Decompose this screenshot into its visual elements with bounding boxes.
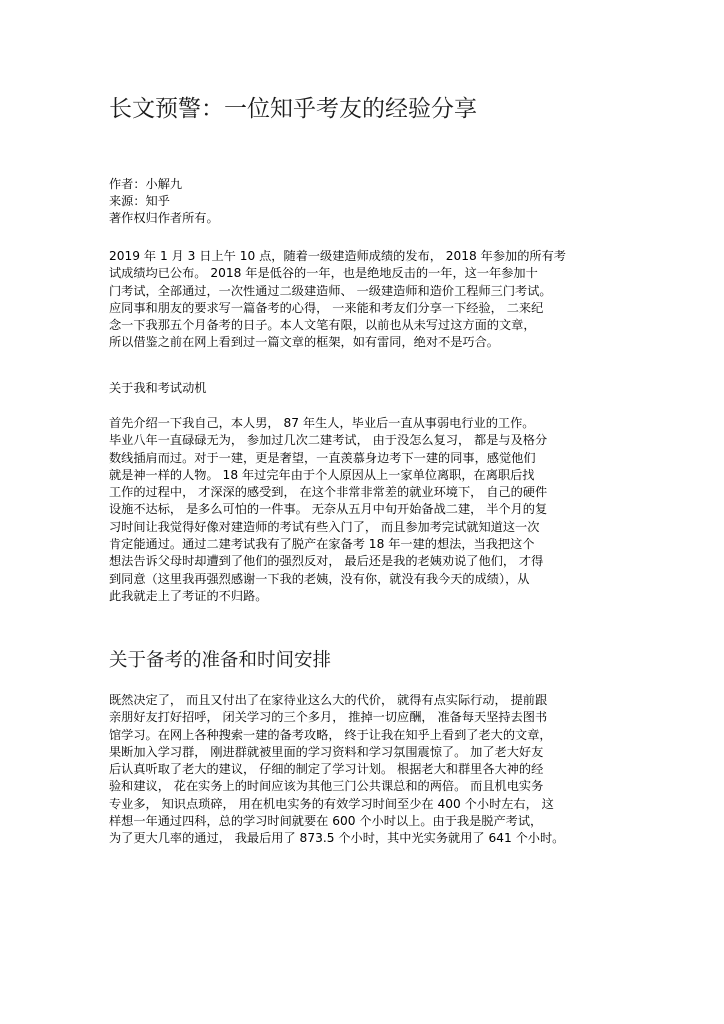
intro-paragraph <box>109 248 619 352</box>
text-line: 所以借鉴之前在网上看到过一篇文章的框架，如有雷同，绝对不是巧合。 <box>109 335 499 350</box>
section-title: 关于备考的准备和时间安排 <box>109 650 332 671</box>
text-line: 首先介绍一下我自己，本人男， 87 年生人，毕业后一直从事弱电行业的工作。 <box>109 416 535 430</box>
text-line: 念一下我那五个月备考的日子。本人文笔有限，以前也从未写过这方面的文章， <box>109 318 536 333</box>
text-line: 后认真听取了老大的建议， 仔细的制定了学习计划。 根据老大和群里各大神的经 <box>109 762 544 777</box>
text-line: 想法告诉父母时却遭到了他们的强烈反对， 最后还是我的老姨劝说了他们， 才得 <box>109 554 544 569</box>
text-line: 样想一年通过四科，总的学习时间就要在 600 个小时以上。由于我是脱产考试， <box>109 814 543 829</box>
text-line: 此我就走上了考证的不归路。 <box>109 588 268 603</box>
text-line: 专业多， 知识点琐碎， 用在机电实务的有效学习时间至少在 400 个小时左右， 这 <box>109 796 554 811</box>
text-line: 为了更大几率的通过， 我最后用了 873.5 个小时，其中光实务就用了 641 个小时。 <box>109 831 565 846</box>
text-line: 既然决定了， 而且又付出了在家待业这么大的代价， 就得有点实际行动， 提前跟 <box>109 693 548 707</box>
text-line: 习时间让我觉得好像对建造师的考试有些入门了， 而且参加考完试就知道这一次 <box>109 519 540 534</box>
document-meta <box>109 176 619 227</box>
subheading: 关于我和考试动机 <box>109 381 207 395</box>
text-line: 数线插肩而过。对于一建，更是奢望，一直羡慕身边考下一建的同事，感觉他们 <box>109 450 536 465</box>
text-line: 验和建议， 花在实务上的时间应该为其他三门公共课总和的两倍。 而且机电实务 <box>109 779 544 794</box>
text-line: 馆学习。在网上各种搜索一建的备考攻略， 终于让我在知乎上看到了老大的文章， <box>109 727 552 742</box>
text-line: 果断加入学习群， 刚进群就被里面的学习资料和学习氛围震惊了。 加了老大好友 <box>109 744 544 759</box>
text-line: 就是神一样的人物。 18 年过完年由于个人原因从上一家单位离职，在离职后找 <box>109 467 535 482</box>
text-line: 2019 年 1 月 3 日上午 10 点，随着一级建造师成绩的发布， 2018 年参加的所有考 <box>109 249 566 263</box>
preparation-paragraph <box>109 692 619 848</box>
text-line: 肯定能通过。通过二建考试我有了脱产在家备考 18 年一建的想法，当我把这个 <box>109 537 535 552</box>
document-title: 长文预警：一位知乎考友的经验分享 <box>109 96 477 122</box>
author-line: 作者：小解九 <box>109 177 183 191</box>
source-line: 来源：知乎 <box>109 194 170 208</box>
text-line: 设施不达标， 是多么可怕的一件事。 无奈从五月中旬开始备战二建， 半个月的复 <box>109 502 548 517</box>
text-line: 应同事和朋友的要求写一篇备考的心得， 一来能和考友们分享一下经验， 二来纪 <box>109 300 544 315</box>
text-line: 工作的过程中， 才深深的感受到， 在这个非常非常差的就业环境下， 自己的硬件 <box>109 485 548 500</box>
text-line: 亲朋好友打好招呼， 闭关学习的三个多月， 推掉一切应酬， 准备每天坚持去图书 <box>109 710 548 725</box>
motivation-paragraph <box>109 415 619 605</box>
copyright-line: 著作权归作者所有。 <box>109 211 219 225</box>
text-line: 门考试，全部通过，一次性通过二级建造师、 一级建造师和造价工程师三门考试。 <box>109 283 552 298</box>
text-line: 毕业八年一直碌碌无为， 参加过几次二建考试， 由于没怎么复习， 都是与及格分 <box>109 433 548 448</box>
text-line: 到同意（这里我再强烈感谢一下我的老姨，没有你，就没有我今天的成绩），从 <box>109 571 530 586</box>
text-line: 试成绩均已公布。 2018 年是低谷的一年，也是绝地反击的一年，这一年参加十 <box>109 266 538 281</box>
